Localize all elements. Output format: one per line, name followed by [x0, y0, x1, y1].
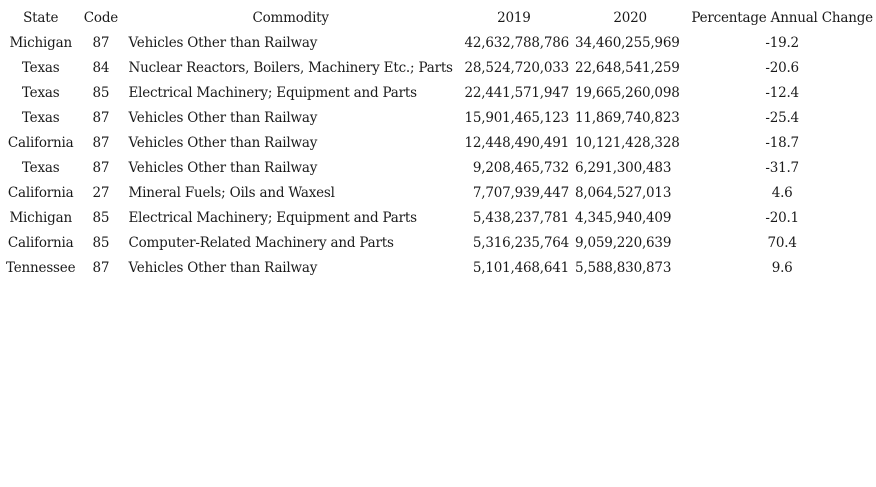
table-row [2, 155, 876, 180]
cell-code: 27 [92, 184, 110, 201]
cell-2020: 34,460,255,969 [575, 34, 680, 51]
cell-percentage-change: -12.4 [765, 84, 799, 101]
cell-2019: 22,441,571,947 [464, 84, 570, 101]
cell-2020: 6,291,300,483 [575, 159, 672, 176]
header-2019: 2019 [497, 9, 531, 26]
cell-percentage-change: -25.4 [765, 109, 799, 126]
header-percentage-change: Percentage Annual Change [691, 9, 873, 26]
cell-2020: 9,059,220,639 [575, 234, 672, 251]
header-code: Code [83, 9, 119, 26]
cell-commodity: Mineral Fuels; Oils and Waxesl [128, 184, 335, 201]
cell-code: 84 [92, 59, 110, 76]
cell-state: California [7, 134, 74, 151]
cell-percentage-change: -18.7 [765, 134, 799, 151]
cell-2020: 5,588,830,873 [575, 259, 672, 276]
cell-percentage-change: -31.7 [765, 159, 799, 176]
cell-2019: 15,901,465,123 [464, 109, 570, 126]
table-row [2, 30, 876, 55]
cell-commodity: Vehicles Other than Railway [128, 134, 318, 151]
cell-commodity: Computer-Related Machinery and Parts [128, 234, 394, 251]
cell-percentage-change: 70.4 [767, 234, 797, 251]
table-row [2, 180, 876, 205]
cell-2019: 5,316,235,764 [472, 234, 570, 251]
cell-commodity: Electrical Machinery; Equipment and Parts [128, 209, 417, 226]
cell-state: Michigan [9, 34, 72, 51]
cell-commodity: Vehicles Other than Railway [128, 159, 318, 176]
cell-code: 87 [92, 109, 110, 126]
cell-2020: 4,345,940,409 [575, 209, 672, 226]
cell-commodity: Electrical Machinery; Equipment and Parts [128, 84, 417, 101]
cell-state: Texas [21, 109, 60, 126]
cell-2019: 42,632,788,786 [464, 34, 570, 51]
cell-percentage-change: -20.1 [765, 209, 799, 226]
table-row [2, 255, 876, 280]
cell-state: Texas [21, 84, 60, 101]
cell-2019: 12,448,490,491 [464, 134, 570, 151]
cell-code: 85 [92, 209, 110, 226]
cell-state: Michigan [9, 209, 72, 226]
cell-code: 85 [92, 84, 110, 101]
cell-commodity: Vehicles Other than Railway [128, 109, 318, 126]
cell-2019: 5,101,468,641 [472, 259, 570, 276]
cell-commodity: Nuclear Reactors, Boilers, Machinery Etc.; Parts [128, 59, 453, 76]
cell-percentage-change: 9.6 [771, 259, 793, 276]
cell-state: California [7, 234, 74, 251]
cell-2019: 5,438,237,781 [472, 209, 570, 226]
cell-commodity: Vehicles Other than Railway [128, 34, 318, 51]
cell-code: 87 [92, 134, 110, 151]
table-row [2, 130, 876, 155]
cell-2019: 9,208,465,732 [472, 159, 570, 176]
cell-percentage-change: -20.6 [765, 59, 799, 76]
table-row [2, 205, 876, 230]
table-row [2, 105, 876, 130]
cell-percentage-change: -19.2 [765, 34, 799, 51]
cell-2020: 8,064,527,013 [575, 184, 672, 201]
cell-2020: 11,869,740,823 [575, 109, 680, 126]
cell-state: Tennessee [6, 259, 76, 276]
cell-state: Texas [21, 59, 60, 76]
trade-table [2, 5, 876, 280]
cell-2020: 10,121,428,328 [575, 134, 680, 151]
cell-code: 87 [92, 159, 110, 176]
table-row [2, 230, 876, 255]
cell-state: Texas [21, 159, 60, 176]
cell-percentage-change: 4.6 [771, 184, 793, 201]
header-state: State [23, 9, 59, 26]
cell-2019: 28,524,720,033 [464, 59, 570, 76]
table-row [2, 55, 876, 80]
cell-state: California [7, 184, 74, 201]
cell-code: 87 [92, 259, 110, 276]
cell-code: 87 [92, 34, 110, 51]
table-row [2, 80, 876, 105]
table-body [2, 30, 876, 280]
cell-2020: 22,648,541,259 [575, 59, 680, 76]
header-commodity: Commodity [252, 9, 329, 26]
cell-2020: 19,665,260,098 [575, 84, 680, 101]
cell-code: 85 [92, 234, 110, 251]
cell-commodity: Vehicles Other than Railway [128, 259, 318, 276]
header-row [2, 5, 876, 30]
table-header [2, 5, 876, 30]
header-2020: 2020 [613, 9, 647, 26]
cell-2019: 7,707,939,447 [472, 184, 570, 201]
